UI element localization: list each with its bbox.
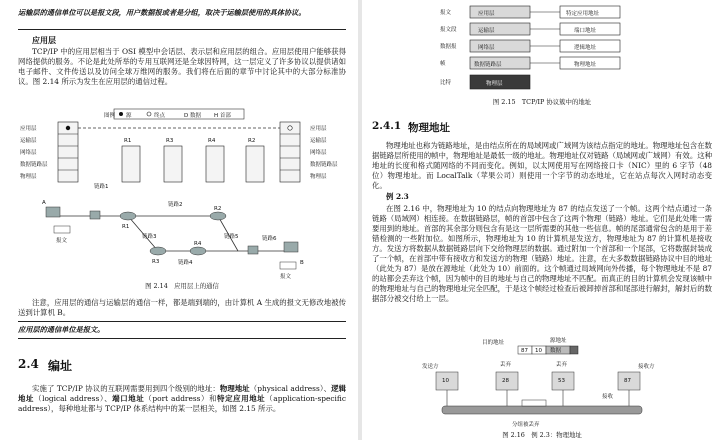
addr-app-specific: 特定应用地址 [566, 11, 600, 17]
frame-src-10: 10 [535, 348, 542, 354]
layer-transport-left: 运输层 [20, 138, 37, 144]
message-label-b: 报文 [280, 274, 292, 280]
section-number: 2.4 [18, 357, 39, 371]
message-box-b [280, 262, 296, 269]
example-label: 例 2.3 [386, 192, 409, 201]
layer-network-left: 网络层 [20, 150, 37, 156]
layer-physical: 物理层 [486, 81, 503, 87]
figure-2-16-caption: 图 2.16 例 2.3：物理地址 [502, 431, 582, 439]
layer-datalink-right: 数据链路层 [310, 162, 338, 168]
router-r1-net-label: R1 [122, 224, 130, 230]
sender-label: 发送方 [422, 364, 439, 370]
router-r3 [150, 247, 166, 255]
node-28-label: 28 [502, 378, 509, 384]
example-paragraph: 在图 2.16 中，物理地址为 10 的结点向物理地址为 87 的结点发送了一个帧。这两个结点通过一条链路（局域网）相连接。在数据链路层，帧的首部中包含了这两个物理（链路）地址。它们是此处唯一需要用到的地址。首部的其余部分则包含有是这一层所需要的其他一些信息。帧的尾部通常包含的是用于差错检测的一些附加位。如图所示，物理地址为 10 的计算机是发送方，物理地址为 87 的计算机是接收方。发送方将数据从数据链路层向下交给物理层的数据。通过附加一个首部和一个尾部，它将数据封装成了一个帧，在首部中带有接收方和发送方的物理（链路）地址。注意，在大多数数据链路协议中目的地址（此处为 87）是放在源地址（此处为 10）前面的。这个帧通过局域网向外传播，每个物理地址不是 87 的站都会丢弃这个帧，因为帧中的目的地址与自己的物理地址不匹配。而真正的目的计算机会发现该帧中的物理地址与自己的物理地址完全匹配，于是这个帧经过检查后被卸掉首部和尾部进行解封，解封后的数据部分被交付给上一层。 [372, 204, 712, 303]
source-dot [66, 126, 70, 130]
router-r1 [120, 212, 136, 220]
addr-physical-en: （physical address）、 [249, 384, 332, 393]
addressing-paragraph [18, 384, 346, 414]
layer-app: 应用层 [478, 11, 495, 17]
legend-source: 源 [126, 113, 132, 119]
figure-2-14-caption: 图 2.14 应用层上的通信 [145, 282, 219, 290]
addr-app: 特定应用地址 [217, 394, 266, 403]
traveling-frame [522, 400, 546, 406]
message-label-a: 报文 [56, 238, 68, 244]
host-a-label: A [42, 200, 46, 206]
addr-port-en: （port address）和 [144, 394, 218, 403]
link-6-label: 链路6 [262, 236, 277, 242]
layer-physical-right: 物理层 [310, 174, 327, 180]
note-divider-top [18, 321, 346, 322]
pdu-datagram: 数据报 [440, 44, 457, 50]
host-a [46, 207, 60, 217]
lan-bus [442, 406, 642, 414]
pdu-message: 报文 [440, 10, 452, 16]
discarded-note: 分组被丢弃 [512, 422, 540, 428]
legend-data: D 数据 [184, 113, 201, 119]
link-2-label: 链路2 [168, 202, 183, 208]
router-r4-label: R4 [208, 138, 216, 144]
frame-data: 数据 [550, 348, 562, 354]
router-r3-label: R3 [166, 138, 174, 144]
section-title: 编址 [48, 359, 73, 373]
link-1-label: 链路1 [94, 184, 109, 190]
layer-app-right: 应用层 [310, 126, 327, 132]
figure-2-14 [18, 106, 348, 284]
legend-label: 图例 [104, 113, 116, 119]
left-page [0, 0, 358, 440]
app-layer-heading: 应用层 [32, 35, 56, 45]
addr-port-box: 端口地址 [574, 28, 597, 34]
router-r2-label: R2 [248, 138, 256, 144]
accept-label: 接收 [602, 394, 614, 400]
addr-intro: 实施了 TCP/IP 协议的互联网需要用到四个级别的地址： [32, 384, 220, 393]
addr-logical-box: 逻辑地址 [574, 45, 597, 51]
node-10-label: 10 [442, 378, 449, 384]
pdu-bits: 比特 [440, 80, 452, 86]
addr-port: 端口地址 [112, 394, 145, 403]
app-end-to-end-paragraph: 注意，应用层的通信与运输层的通信一样，都是端到端的，由计算机 A 生成的报文无修改地被传送到计算机 B。 [18, 298, 346, 317]
figure-2-15-caption: 图 2.15 TCP/IP 协议簇中的地址 [492, 98, 592, 106]
addr-physical-box: 物理地址 [574, 62, 597, 68]
subsection-number: 2.4.1 [372, 120, 402, 132]
router-r1-label: R1 [124, 138, 132, 144]
node-87-label: 87 [624, 378, 631, 384]
right-page [362, 0, 720, 440]
router-r2-net-label: R2 [214, 206, 222, 212]
receiver-label: 接收方 [638, 364, 655, 370]
legend-header: H 首部 [214, 113, 231, 119]
figure-2-15 [440, 4, 670, 96]
layer-transport: 运输层 [478, 28, 495, 34]
message-box-a [54, 226, 70, 233]
src-addr-label: 源地址 [550, 338, 567, 344]
addr-logical-en: （logical address）、 [34, 394, 113, 403]
discard-label-1: 丢弃 [500, 362, 512, 368]
addr-physical: 物理地址 [219, 384, 250, 393]
discard-label-2: 丢弃 [556, 362, 568, 368]
host-b-label: B [300, 260, 304, 266]
layer-datalink-left: 数据链路层 [20, 162, 48, 168]
layer-app-left: 应用层 [20, 126, 37, 132]
dest-addr-label: 目的地址 [482, 340, 505, 346]
link-5-label: 链路5 [224, 234, 239, 240]
legend-dest: 终点 [154, 113, 166, 119]
router-r4-net-label: R4 [194, 241, 202, 247]
router-r4 [190, 247, 206, 255]
dest-dot [288, 126, 292, 130]
switch-6 [248, 246, 258, 254]
app-layer-paragraph: TCP/IP 中的应用层相当于 OSI 模型中会话层、表示层和应用层的组合。应用层使用户能够获得网络提供的服务。不论是此处所举的专用互联网还是全球因特网，这一层定义了许多协议以提供诸如电子邮件、文件传送以及访问全球万维网的服务。我们将在后面的章节中讨论其中的大部分标准协议。图 2.14 所示为发生在应用层的通信过程。 [18, 47, 346, 86]
node-53-label: 53 [558, 378, 565, 384]
subsection-title: 物理地址 [408, 122, 450, 134]
link-4-label: 链路4 [178, 260, 193, 266]
router-r2 [210, 212, 226, 220]
transport-unit-note: 运输层的通信单位可以是报文段，用户数据报或者是分组，取决于运输层使用的具体协议。 [18, 8, 306, 17]
figure-2-16 [422, 336, 662, 432]
note-divider [18, 29, 346, 30]
note-divider-bottom [18, 338, 346, 339]
layer-network-right: 网络层 [310, 150, 327, 156]
router-r3-net-label: R3 [152, 259, 160, 265]
link-3-label: 链路3 [142, 234, 157, 240]
layer-physical-left: 物理层 [20, 174, 37, 180]
layer-transport-right: 运输层 [310, 138, 327, 144]
physical-address-paragraph: 物理地址也称为链路地址，是由结点所在的局域网或广域网为该结点指定的地址。物理地址包含在数据链路层所使用的帧中，物理地址是最低一级的地址。物理地址仅对链路（局域网或广域网）有效。这种地址的长度和格式随网络的不同而变化。例如，以太网使用写在网络接口卡（NIC）里的 6 字节（48 位）物理地址。而 LocalTalk（苹果公司）则使用一个字节的动态地址，它在站点每次入网时动态变化。 [372, 141, 712, 190]
host-b [284, 242, 298, 252]
addr-app-en: （application-specific address），每种地址都与 TCP/IP 体系结构中的某一层相关，如图 2.15 所示。 [18, 394, 346, 413]
pdu-frame: 帧 [440, 61, 446, 67]
pdu-segment: 报文段 [440, 27, 457, 33]
frame-dest-87: 87 [521, 348, 528, 354]
addr-logical: 逻辑地址 [18, 384, 346, 403]
switch-1 [90, 211, 100, 219]
app-unit-note: 应用层的通信单位是报文。 [18, 325, 105, 334]
layer-network: 网络层 [478, 45, 495, 51]
layer-datalink: 数据链路层 [474, 62, 502, 68]
